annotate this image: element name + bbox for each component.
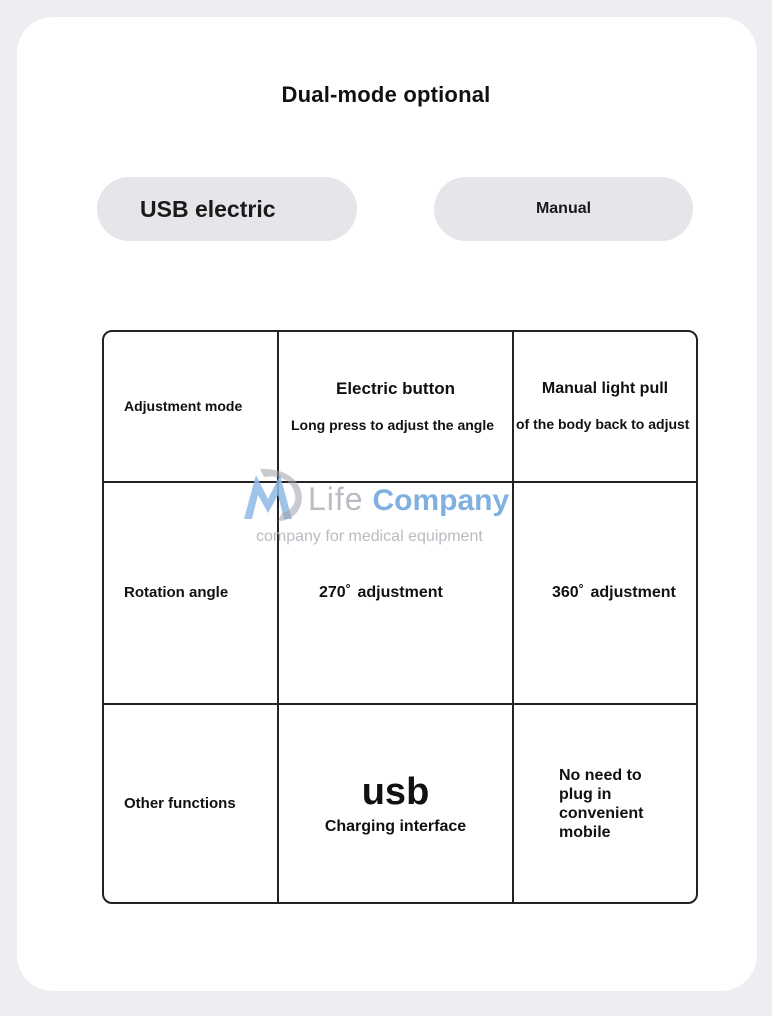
manual-adjustment-heading: Manual light pull [541,380,669,398]
usb-other-cell [279,705,514,902]
usb-adjustment-heading: Electric button [335,379,455,399]
usb-electric-pill [97,177,357,241]
usb-adjustment-desc: Long press to adjust the angle [291,417,495,434]
page-title: Dual-mode optional [281,82,491,107]
watermark-tagline: company for medical equipment [256,528,483,545]
usb-angle-cell [279,483,514,706]
manual-angle-value: 360˚ adjustment [552,583,676,601]
comparison-table [102,330,698,904]
manual-other-desc: No need to plug in convenient mobile [559,766,644,841]
manual-angle-cell [514,483,696,706]
watermark-brand-life: Life [308,481,364,517]
watermark-brand-company: Company [372,484,510,517]
table-row [104,332,696,483]
table-row [104,705,696,902]
usb-electric-label: USB electric [140,195,276,222]
table-row [104,483,696,706]
manual-adjustment-cell [514,332,696,483]
manual-other-cell [514,705,696,902]
manual-adjustment-desc: of the body back to adjust [516,416,690,433]
manual-pill [434,177,693,241]
usb-angle-value: 270˚ adjustment [319,583,443,601]
manual-label: Manual [535,200,592,217]
row-label-rotation-angle: Rotation angle [104,483,279,706]
usb-big-text: usb [361,770,430,813]
usb-charging-desc: Charging interface [324,817,467,835]
usb-adjustment-cell [279,332,514,483]
row-label-other-functions: Other functions [104,705,279,902]
row-label-adjustment-mode: Adjustment mode [104,332,279,483]
